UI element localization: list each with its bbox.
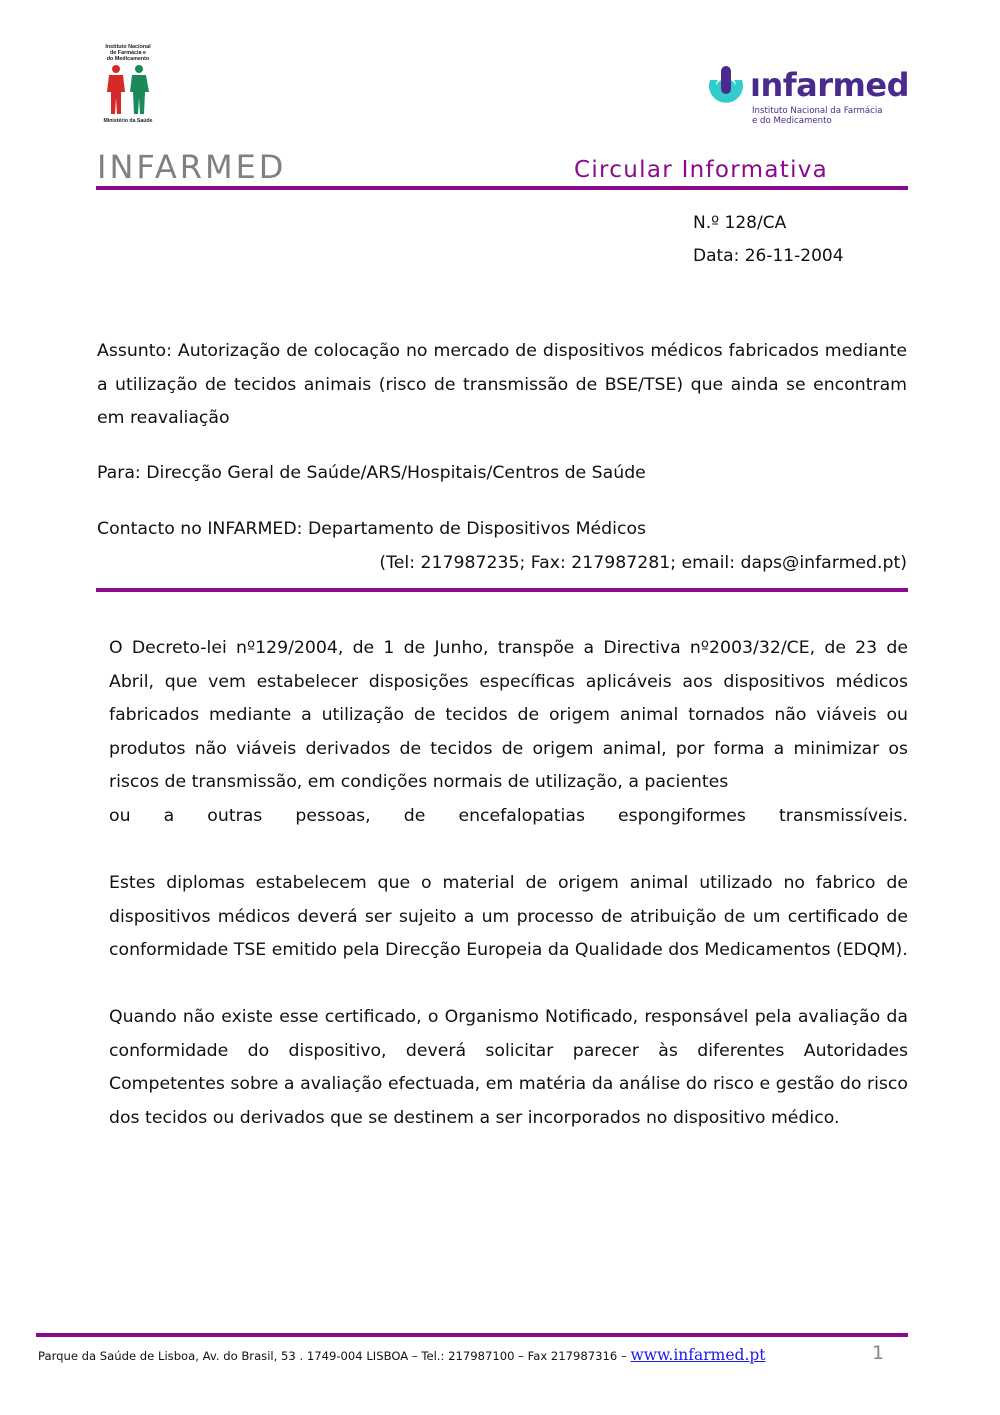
contact-department: Contacto no INFARMED: Departamento de Dispositivos Médicos: [97, 519, 647, 539]
infarmed-tagline-2: e do Medicamento: [752, 115, 832, 126]
circular-number: N.º 128/CA: [693, 213, 787, 233]
website-link[interactable]: www.infarmed.pt: [630, 1346, 766, 1364]
logo-institute-line-3: do Medicamento: [106, 56, 150, 62]
footer-divider: [36, 1333, 908, 1337]
contact-field: [97, 513, 907, 580]
ministry-logo: [96, 44, 160, 136]
human-figures-icon: [103, 64, 153, 116]
brand-title: INFARMED: [97, 148, 287, 186]
infarmed-tagline: [752, 107, 883, 126]
body-paragraph-1: [109, 632, 908, 833]
body-paragraph-2: Estes diplomas estabelecem que o material de origem animal utilizado no fabrico de dispositivos médicos deverá ser sujeito a um processo de atribuição de um certificado de conformidade TSE emitido pela Direcção Europeia da Qualidade dos Medicamentos (EDQM).: [109, 873, 908, 960]
footer-address: [38, 1346, 766, 1364]
contact-details: (Tel: 217987235; Fax: 217987281; email: daps@infarmed.pt): [379, 552, 907, 573]
infarmed-power-icon: [704, 64, 748, 108]
recipient-field: Para: Direcção Geral de Saúde/ARS/Hospitais/Centros de Saúde: [97, 463, 646, 483]
footer-address-text: Parque da Saúde de Lisboa, Av. do Brasil, 53 . 1749-004 LISBOA – Tel.: 217987100 – Fax 217987316 –: [38, 1349, 631, 1363]
section-divider: [96, 588, 908, 592]
logo-institute-line-1: Instituto Nacional: [105, 44, 151, 50]
body-paragraph-3: Quando não existe esse certificado, o Organismo Notificado, responsável pela avaliação da conformidade do dispositivo, deverá solicitar parecer às diferentes Autoridades Competentes sobre a avaliação efectuada, em matéria da análise do risco e gestão do risco dos tecidos ou derivados que se destinem a ser incorporados no dispositivo médico.: [109, 1007, 908, 1128]
circular-date: Data: 26-11-2004: [693, 246, 844, 266]
ministry-name: Ministério da Saúde: [103, 118, 153, 124]
infarmed-tagline-1: Instituto Nacional da Farmácia: [752, 106, 883, 116]
body-paragraph-1-last-line: ou a outras pessoas, de encefalopatias espongiformes transmissíveis.: [109, 805, 908, 826]
header-divider: [96, 186, 908, 190]
body-paragraph-1-main: O Decreto-lei nº129/2004, de 1 de Junho, transpõe a Directiva nº2003/32/CE, de 23 de Abril, que vem estabelecer disposições específicas aplicáveis aos dispositivos médicos fabricados mediante a utilização de tecidos de origem animal tornados não viáveis ou produtos não viáveis derivados de tecidos de origem animal, por forma a minimizar os riscos de transmissão, em condições normais de utilização, a pacientes: [109, 638, 908, 792]
page-number: 1: [872, 1342, 885, 1364]
document-type: Circular Informativa: [574, 157, 829, 183]
logo-institute-line-2: de Farmácia e: [110, 50, 146, 56]
infarmed-logo: [704, 64, 909, 134]
subject-field: Assunto: Autorização de colocação no mercado de dispositivos médicos fabricados mediante a utilização de tecidos animais (risco de transmissão de BSE/TSE) que ainda se encontram em reavaliação: [97, 341, 907, 428]
infarmed-wordmark: ınfarmed: [750, 66, 909, 104]
